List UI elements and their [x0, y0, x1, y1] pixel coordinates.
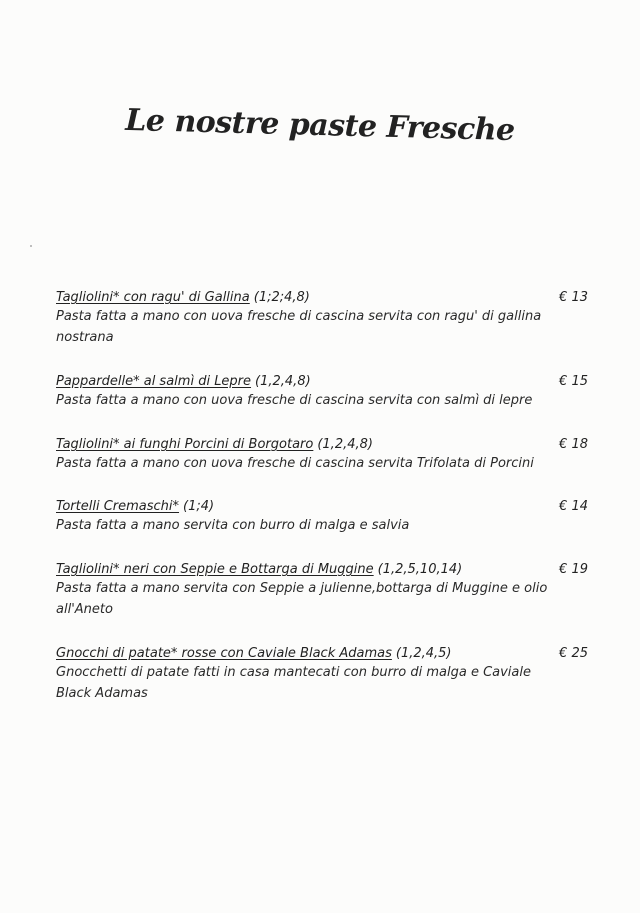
allergen-codes: (1;4) [183, 499, 215, 514]
dish-description: Pasta fatta a mano servita con burro di malga e salvia [56, 518, 410, 533]
dish-description: Pasta fatta a mano servita con Seppie a julienne,bottarga di Muggine e olio all'Aneto [56, 581, 548, 617]
dish-price: € 19 [559, 562, 588, 577]
dish-description: Pasta fatta a mano con uova fresche di cascina servita Trifolata di Porcini [56, 456, 534, 471]
dish-name: Pappardelle* al salmì di Lepre [56, 374, 252, 389]
menu-item [56, 290, 590, 348]
dish-name: Tortelli Cremaschi* [56, 499, 180, 514]
dish-description: Pasta fatta a mano con uova fresche di cascina servita con ragu' di gallina nostrana [56, 309, 542, 345]
dish-price: € 14 [559, 499, 588, 514]
speck [30, 245, 32, 247]
allergen-codes: (1,2,4,8) [255, 374, 311, 389]
dish-price: € 18 [559, 437, 588, 452]
dish-name: Tagliolini* con ragu' di Gallina [56, 290, 250, 305]
allergen-codes: (1;2;4,8) [253, 290, 310, 305]
menu-title: Le nostre paste Fresche [124, 102, 516, 149]
allergen-codes: (1,2,4,5) [395, 646, 452, 661]
menu-item [56, 437, 590, 474]
menu-item [56, 562, 590, 620]
allergen-codes: (1,2,5,10,14) [377, 562, 463, 577]
menu-item [56, 374, 590, 411]
dish-price: € 15 [559, 374, 588, 389]
dish-name: Tagliolini* ai funghi Porcini di Borgotaro [56, 437, 314, 452]
dish-price: € 25 [559, 646, 588, 661]
allergen-codes: (1,2,4,8) [317, 437, 373, 452]
dish-price: € 13 [559, 290, 588, 305]
menu-item [56, 646, 590, 704]
dish-name: Gnocchi di patate* rosse con Caviale Black Adamas [56, 646, 392, 661]
dish-description: Pasta fatta a mano con uova fresche di cascina servita con salmì di lepre [56, 393, 533, 408]
dish-description: Gnocchetti di patate fatti in casa mantecati con burro di malga e Caviale Black Adamas [56, 665, 531, 701]
menu-item [56, 499, 590, 536]
dish-name: Tagliolini* neri con Seppie e Bottarga di Muggine [56, 562, 374, 577]
